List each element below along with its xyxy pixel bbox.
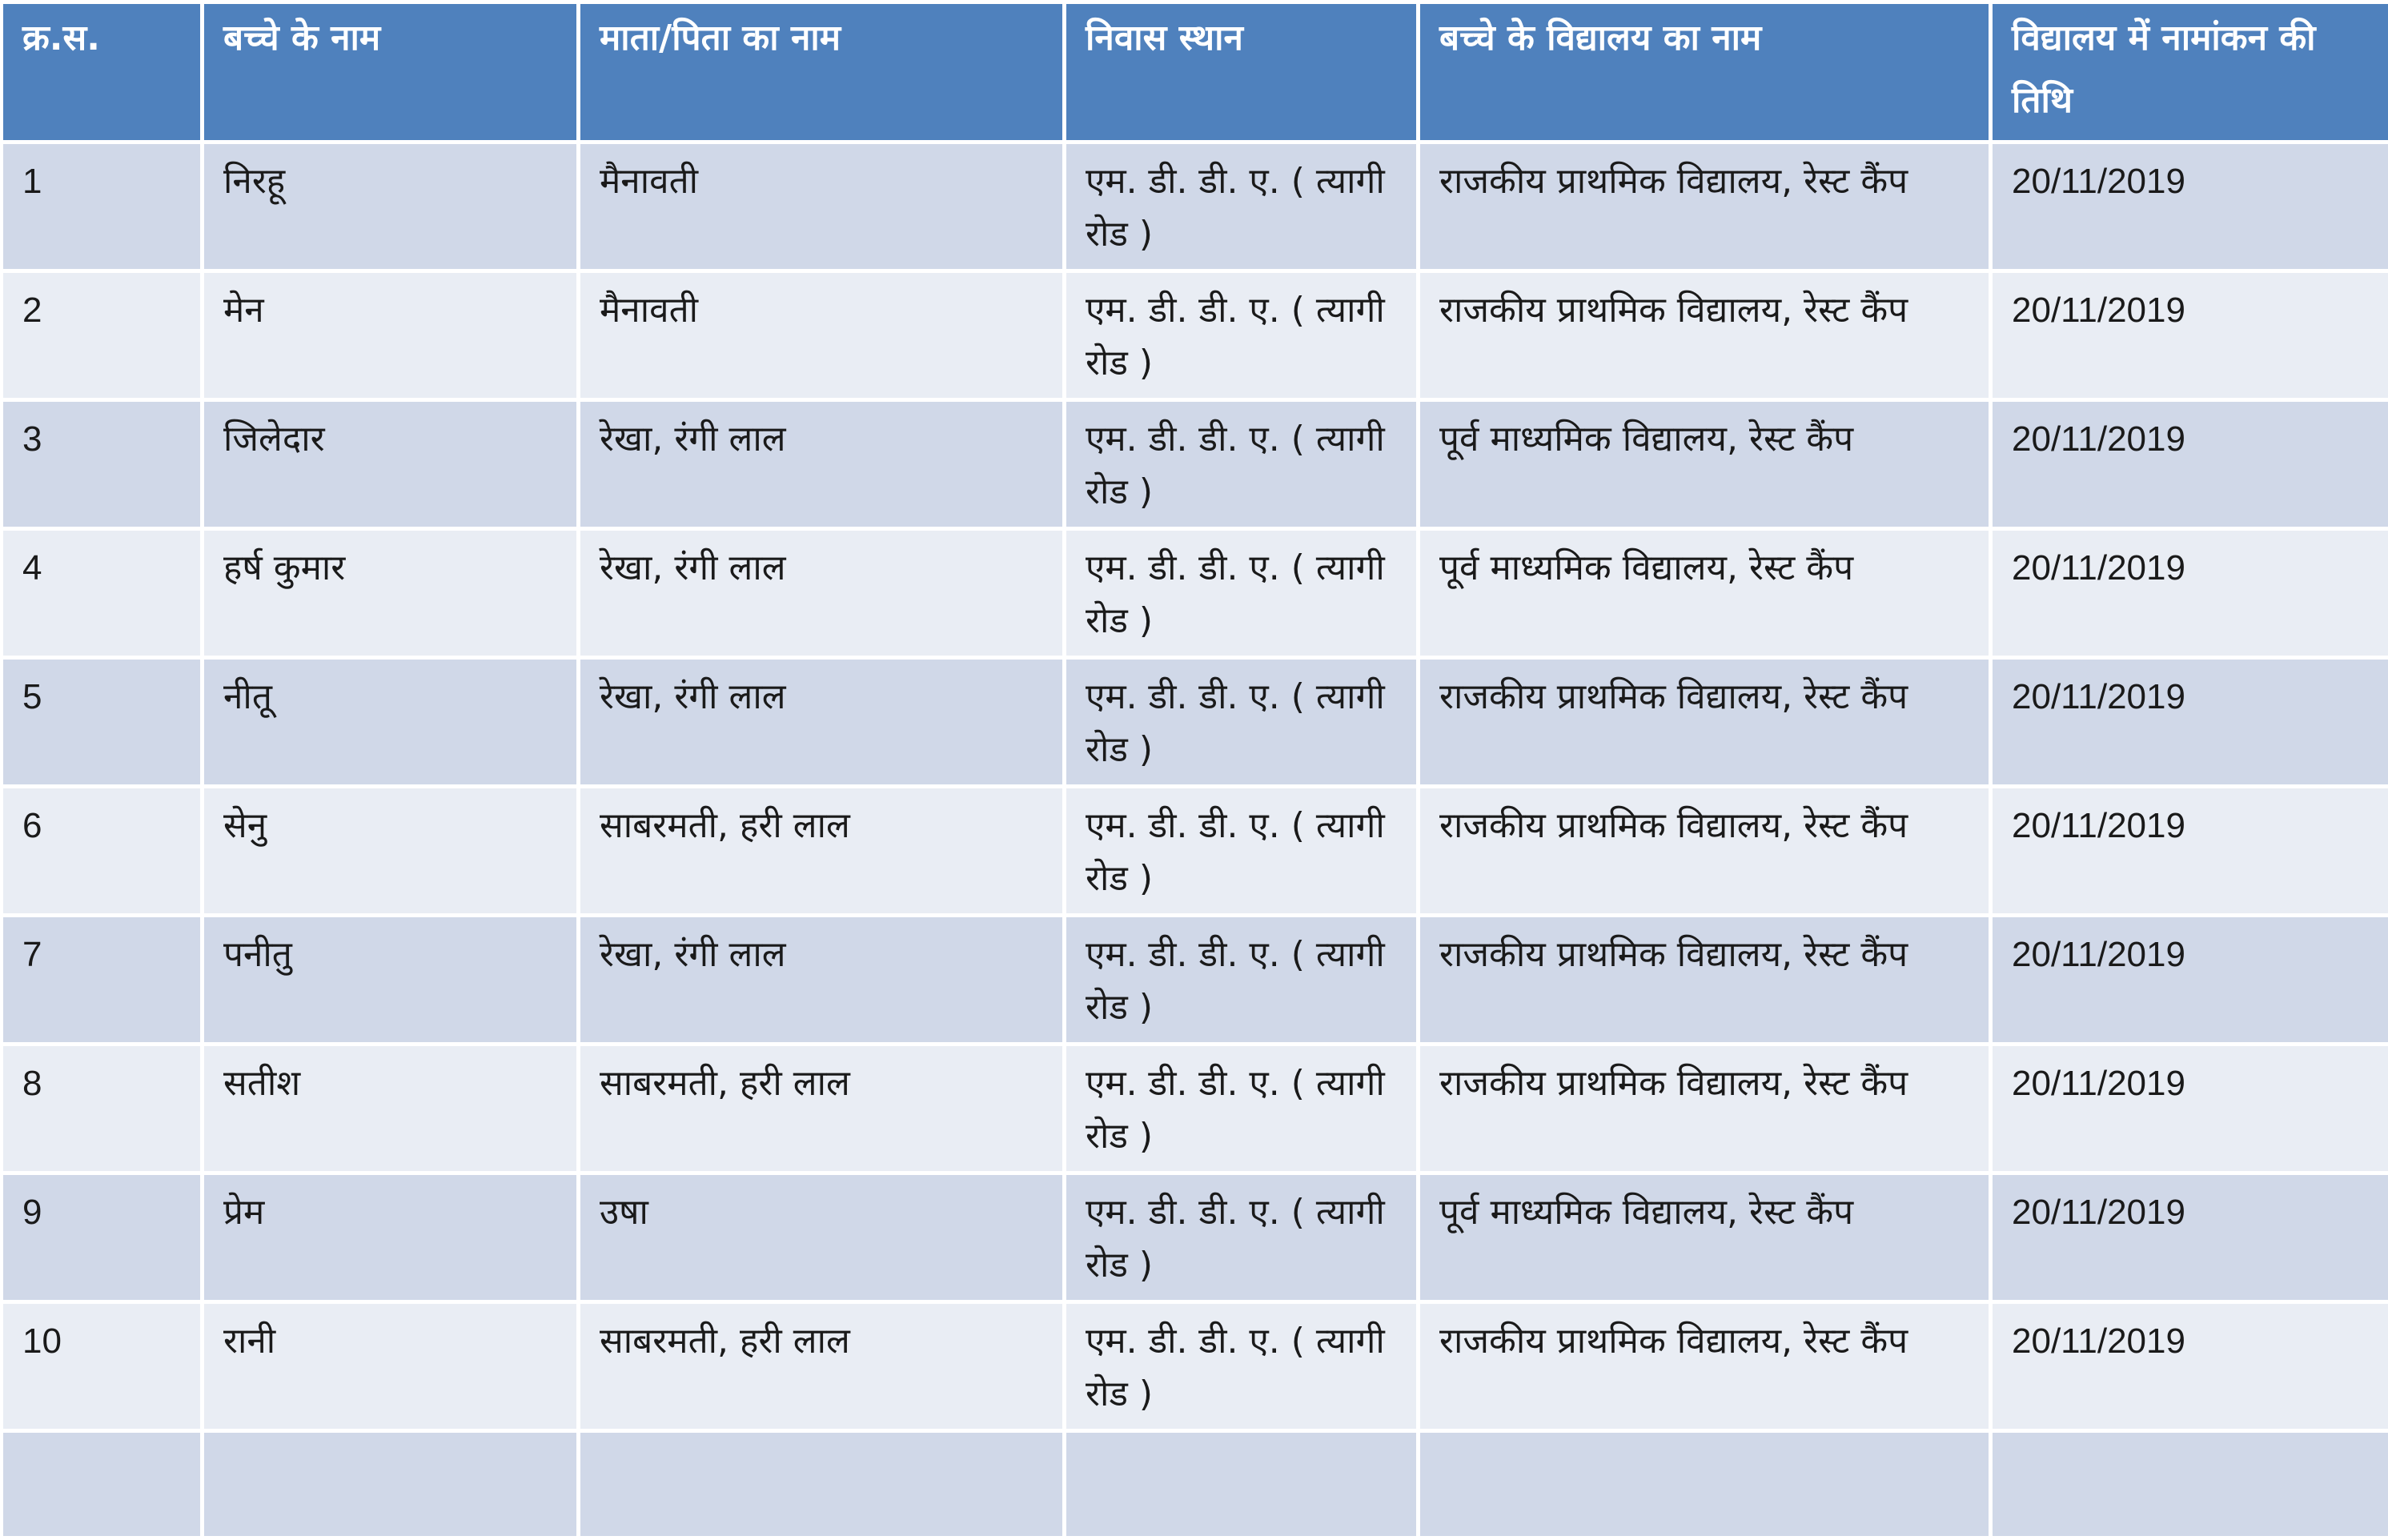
school-name-cell: पूर्व माध्यमिक विद्यालय, रेस्ट कैंप	[1420, 402, 1989, 527]
child-name-cell: नीतू	[204, 660, 576, 784]
residence-cell: एम. डी. डी. ए. ( त्यागी रोड )	[1066, 273, 1416, 398]
parent-name-cell: मैनावती	[580, 273, 1062, 398]
header-enrollment-date: विद्यालय में नामांकन की तिथि	[1993, 4, 2388, 140]
empty-cell	[3, 1433, 200, 1536]
residence-cell: एम. डी. डी. ए. ( त्यागी रोड )	[1066, 660, 1416, 784]
child-name-cell: रानी	[204, 1304, 576, 1429]
header-school-name: बच्चे के विद्यालय का नाम	[1420, 4, 1989, 140]
serial-number-cell: 2	[3, 273, 200, 398]
table-row	[3, 660, 2388, 784]
parent-name-cell: साबरमती, हरी लाल	[580, 788, 1062, 913]
empty-cell	[1066, 1433, 1416, 1536]
header-residence: निवास स्थान	[1066, 4, 1416, 140]
enrollment-date-cell: 20/11/2019	[1993, 273, 2388, 398]
table-row	[3, 144, 2388, 269]
parent-name-cell: रेखा, रंगी लाल	[580, 531, 1062, 656]
header-serial-number: क्र.स.	[3, 4, 200, 140]
header-row	[3, 4, 2388, 140]
residence-cell: एम. डी. डी. ए. ( त्यागी रोड )	[1066, 531, 1416, 656]
table-row	[3, 402, 2388, 527]
table-row	[3, 788, 2388, 913]
child-name-cell: मेन	[204, 273, 576, 398]
empty-cell	[580, 1433, 1062, 1536]
serial-number-cell: 3	[3, 402, 200, 527]
residence-cell: एम. डी. डी. ए. ( त्यागी रोड )	[1066, 788, 1416, 913]
table-row	[3, 917, 2388, 1042]
residence-cell: एम. डी. डी. ए. ( त्यागी रोड )	[1066, 402, 1416, 527]
school-name-cell: पूर्व माध्यमिक विद्यालय, रेस्ट कैंप	[1420, 1175, 1989, 1300]
table-row	[3, 1175, 2388, 1300]
school-name-cell: राजकीय प्राथमिक विद्यालय, रेस्ट कैंप	[1420, 660, 1989, 784]
table-row	[3, 1046, 2388, 1171]
header-parent-name: माता/पिता का नाम	[580, 4, 1062, 140]
table-row	[3, 531, 2388, 656]
child-name-cell: पनीतु	[204, 917, 576, 1042]
serial-number-cell: 6	[3, 788, 200, 913]
parent-name-cell: रेखा, रंगी लाल	[580, 660, 1062, 784]
parent-name-cell: रेखा, रंगी लाल	[580, 402, 1062, 527]
enrollment-date-cell: 20/11/2019	[1993, 1175, 2388, 1300]
table-row	[3, 273, 2388, 398]
school-name-cell: पूर्व माध्यमिक विद्यालय, रेस्ट कैंप	[1420, 531, 1989, 656]
serial-number-cell: 5	[3, 660, 200, 784]
enrollment-date-cell: 20/11/2019	[1993, 531, 2388, 656]
serial-number-cell: 10	[3, 1304, 200, 1429]
parent-name-cell: साबरमती, हरी लाल	[580, 1046, 1062, 1171]
enrollment-date-cell: 20/11/2019	[1993, 1304, 2388, 1429]
serial-number-cell: 1	[3, 144, 200, 269]
enrollment-date-cell: 20/11/2019	[1993, 917, 2388, 1042]
school-name-cell: राजकीय प्राथमिक विद्यालय, रेस्ट कैंप	[1420, 144, 1989, 269]
residence-cell: एम. डी. डी. ए. ( त्यागी रोड )	[1066, 144, 1416, 269]
child-name-cell: जिलेदार	[204, 402, 576, 527]
school-name-cell: राजकीय प्राथमिक विद्यालय, रेस्ट कैंप	[1420, 788, 1989, 913]
enrollment-date-cell: 20/11/2019	[1993, 660, 2388, 784]
table-row	[3, 1304, 2388, 1429]
child-name-cell: सेनु	[204, 788, 576, 913]
child-name-cell: हर्ष कुमार	[204, 531, 576, 656]
parent-name-cell: साबरमती, हरी लाल	[580, 1304, 1062, 1429]
empty-cell	[1993, 1433, 2388, 1536]
serial-number-cell: 4	[3, 531, 200, 656]
school-name-cell: राजकीय प्राथमिक विद्यालय, रेस्ट कैंप	[1420, 273, 1989, 398]
child-name-cell: सतीश	[204, 1046, 576, 1171]
residence-cell: एम. डी. डी. ए. ( त्यागी रोड )	[1066, 917, 1416, 1042]
residence-cell: एम. डी. डी. ए. ( त्यागी रोड )	[1066, 1046, 1416, 1171]
serial-number-cell: 9	[3, 1175, 200, 1300]
school-name-cell: राजकीय प्राथमिक विद्यालय, रेस्ट कैंप	[1420, 1046, 1989, 1171]
school-name-cell: राजकीय प्राथमिक विद्यालय, रेस्ट कैंप	[1420, 1304, 1989, 1429]
enrollment-date-cell: 20/11/2019	[1993, 402, 2388, 527]
enrollment-date-cell: 20/11/2019	[1993, 788, 2388, 913]
child-name-cell: निरहू	[204, 144, 576, 269]
serial-number-cell: 7	[3, 917, 200, 1042]
serial-number-cell: 8	[3, 1046, 200, 1171]
empty-cell	[1420, 1433, 1989, 1536]
enrollment-date-cell: 20/11/2019	[1993, 144, 2388, 269]
parent-name-cell: मैनावती	[580, 144, 1062, 269]
school-name-cell: राजकीय प्राथमिक विद्यालय, रेस्ट कैंप	[1420, 917, 1989, 1042]
empty-cell	[204, 1433, 576, 1536]
enrollment-date-cell: 20/11/2019	[1993, 1046, 2388, 1171]
empty-table-row	[3, 1433, 2388, 1536]
parent-name-cell: उषा	[580, 1175, 1062, 1300]
residence-cell: एम. डी. डी. ए. ( त्यागी रोड )	[1066, 1304, 1416, 1429]
child-name-cell: प्रेम	[204, 1175, 576, 1300]
residence-cell: एम. डी. डी. ए. ( त्यागी रोड )	[1066, 1175, 1416, 1300]
parent-name-cell: रेखा, रंगी लाल	[580, 917, 1062, 1042]
header-child-name: बच्चे के नाम	[204, 4, 576, 140]
